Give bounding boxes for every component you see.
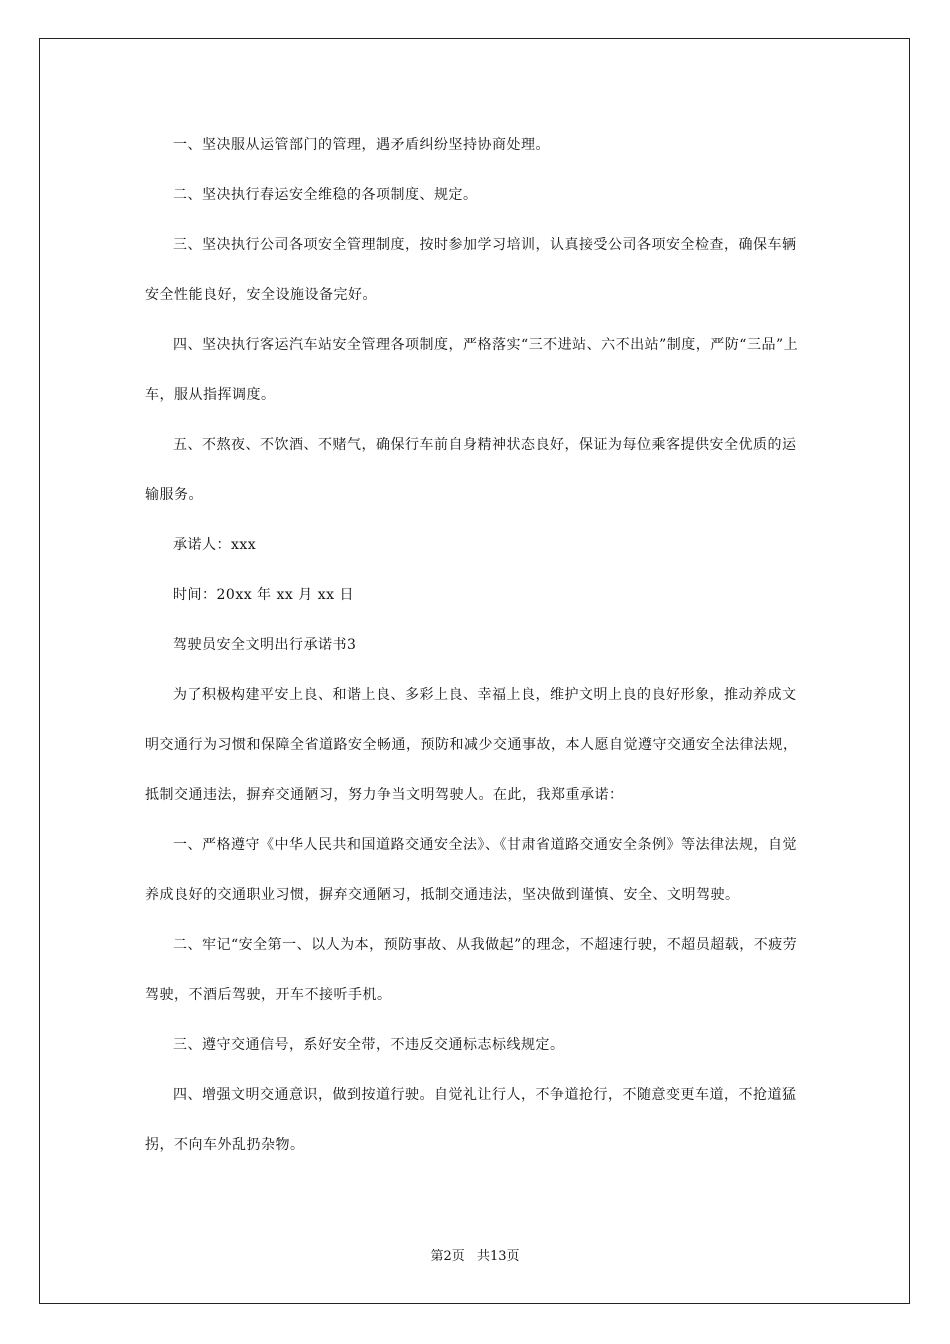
document-body — [145, 120, 809, 1170]
page-total: 共13页 — [476, 1249, 520, 1264]
paragraph-intro: 为了积极构建平安上良、和谐上良、多彩上良、幸福上良，维护文明上良的良好形象，推动养成文明交通行为习惯和保障全省道路安全畅通，预防和减少交通事故，本人愿自觉遵守交通安全法律法规，抵制交通违法，摒弃交通陋习，努力争当文明驾驶人。在此，我郑重承诺： — [145, 687, 798, 803]
promisor-line: 承诺人：xxx — [173, 537, 257, 553]
date-line: 时间：20xx 年 xx 月 xx 日 — [173, 587, 354, 603]
page-footer — [0, 1245, 950, 1264]
paragraph-1: 一、坚决服从运管部门的管理，遇矛盾纠纷坚持协商处理。 — [173, 137, 550, 153]
paragraph-5: 五、不熬夜、不饮酒、不赌气，确保行车前自身精神状态良好，保证为每位乘客提供安全优质的运输服务。 — [145, 437, 797, 503]
paragraph-2: 二、坚决执行春运安全维稳的各项制度、规定。 — [173, 187, 478, 203]
paragraph-pledge-3: 三、遵守交通信号，系好安全带，不违反交通标志标线规定。 — [173, 1037, 565, 1053]
paragraph-pledge-1: 一、严格遵守《中华人民共和国道路交通安全法》、《甘肃省道路交通安全条例》等法律法规，自觉养成良好的交通职业习惯，摒弃交通陋习，抵制交通违法，坚决做到谨慎、安全、文明驾驶。 — [145, 837, 797, 903]
paragraph-4: 四、坚决执行客运汽车站安全管理各项制度，严格落实“三不进站、六不出站”制度，严防“三品”上车，服从指挥调度。 — [145, 337, 799, 403]
section-title: 驾驶员安全文明出行承诺书3 — [173, 637, 357, 653]
paragraph-3: 三、坚决执行公司各项安全管理制度，按时参加学习培训，认真接受公司各项安全检查，确保车辆安全性能良好，安全设施设备完好。 — [145, 237, 797, 303]
paragraph-pledge-4: 四、增强文明交通意识，做到按道行驶。自觉礼让行人，不争道抢行，不随意变更车道，不抢道猛拐，不向车外乱扔杂物。 — [145, 1087, 797, 1153]
paragraph-pledge-2: 二、牢记“安全第一、以人为本，预防事故、从我做起”的理念，不超速行驶，不超员超载，不疲劳驾驶，不酒后驾驶，开车不接听手机。 — [145, 937, 798, 1003]
page-number: 第2页 — [430, 1249, 465, 1264]
